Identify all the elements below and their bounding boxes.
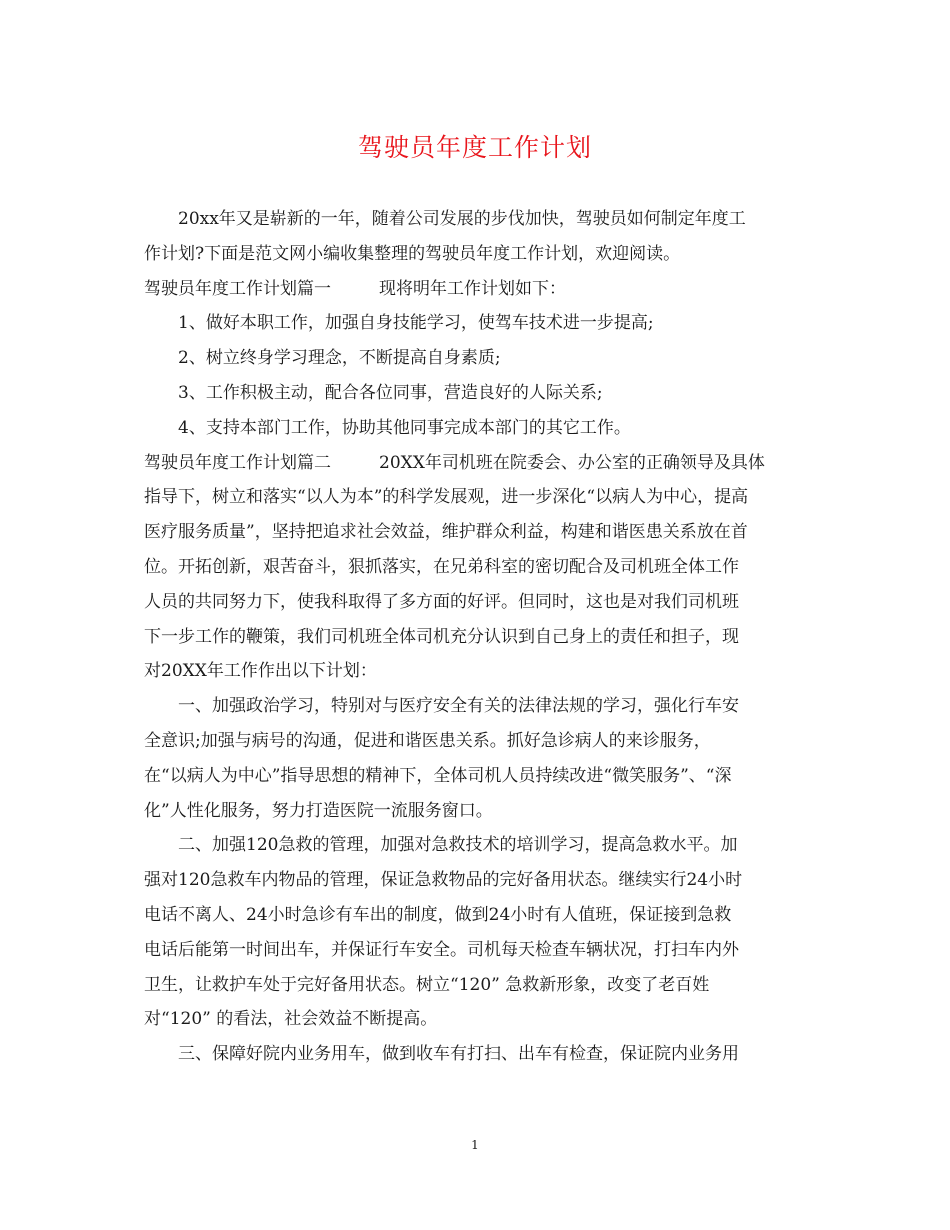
paragraph-line: 电话不离人、24小时急诊有车出的制度，做到24小时有人值班，保证接到急救 bbox=[144, 904, 732, 925]
list-item: 3、工作积极主动，配合各位同事，营造良好的人际关系; bbox=[178, 382, 603, 403]
section-heading-line bbox=[144, 272, 804, 307]
paragraph-line: 指导下，树立和落实“以人为本”的科学发展观，进一步深化“以病人为中心，提高 bbox=[144, 487, 749, 508]
paragraph-line: 作计划?下面是范文网小编收集整理的驾驶员年度工作计划，欢迎阅读。 bbox=[144, 243, 681, 264]
paragraph-line: 下一步工作的鞭策，我们司机班全体司机充分认识到自己身上的责任和担子，现 bbox=[144, 626, 739, 647]
paragraph-line: 三、保障好院内业务用车，做到收车有打扫、出车有检查，保证院内业务用 bbox=[178, 1044, 739, 1065]
section-heading: 驾驶员年度工作计划篇一 bbox=[144, 278, 331, 299]
section-heading: 驾驶员年度工作计划篇二 bbox=[144, 452, 331, 473]
paragraph-line: 对“120” 的看法，社会效益不断提高。 bbox=[144, 1009, 438, 1030]
paragraph-line: 一、加强政治学习，特别对与医疗安全有关的法律法规的学习，强化行车安 bbox=[178, 696, 739, 717]
paragraph-line: 对20XX年工作作出以下计划： bbox=[144, 661, 377, 682]
paragraph-line: 20xx年又是崭新的一年，随着公司发展的步伐加快，驾驶员如何制定年度工 bbox=[178, 209, 746, 229]
paragraph-line: 医疗服务质量”，坚持把追求社会效益，维护群众利益，构建和谐医患关系放在首 bbox=[144, 522, 748, 543]
list-item: 2、树立终身学习理念，不断提高自身素质; bbox=[178, 348, 501, 369]
document-body bbox=[144, 202, 804, 1072]
paragraph-line: 卫生，让救护车处于完好备用状态。树立“120” 急救新形象，改变了老百姓 bbox=[144, 974, 710, 995]
paragraph-text: 现将明年工作计划如下： bbox=[379, 278, 566, 299]
document-title: 驾驶员年度工作计划 bbox=[357, 133, 592, 162]
paragraph-line: 化”人性化服务，努力打造医院一流服务窗口。 bbox=[144, 800, 493, 821]
paragraph-line: 在“以病人为中心”指导思想的精神下，全体司机人员持续改进“微笑服务”、“深 bbox=[144, 765, 732, 786]
paragraph-line: 位。开拓创新，艰苦奋斗，狠抓落实，在兄弟科室的密切配合及司机班全体工作 bbox=[144, 556, 739, 577]
section-heading-line bbox=[144, 446, 804, 481]
paragraph-line: 电话后能第一时间出车，并保证行车安全。司机每天检查车辆状况，打扫车内外 bbox=[144, 939, 739, 960]
paragraph-line: 全意识;加强与病号的沟通，促进和谐医患关系。抓好急诊病人的来诊服务， bbox=[144, 730, 711, 751]
paragraph-line: 二、加强120急救的管理，加强对急救技术的培训学习，提高急救水平。加 bbox=[178, 835, 738, 856]
list-item: 4、支持本部门工作，协助其他同事完成本部门的其它工作。 bbox=[178, 417, 631, 438]
list-item: 1、做好本职工作，加强自身技能学习，使驾车技术进一步提高; bbox=[178, 313, 654, 334]
page-number: 1 bbox=[471, 1138, 479, 1152]
paragraph-text: 20XX年司机班在院委会、办公室的正确领导及具体 bbox=[379, 452, 765, 473]
paragraph-line: 强对120急救车内物品的管理，保证急救物品的完好备用状态。继续实行24小时 bbox=[144, 870, 743, 891]
paragraph-line: 人员的共同努力下，使我科取得了多方面的好评。但同时，这也是对我们司机班 bbox=[144, 591, 739, 612]
